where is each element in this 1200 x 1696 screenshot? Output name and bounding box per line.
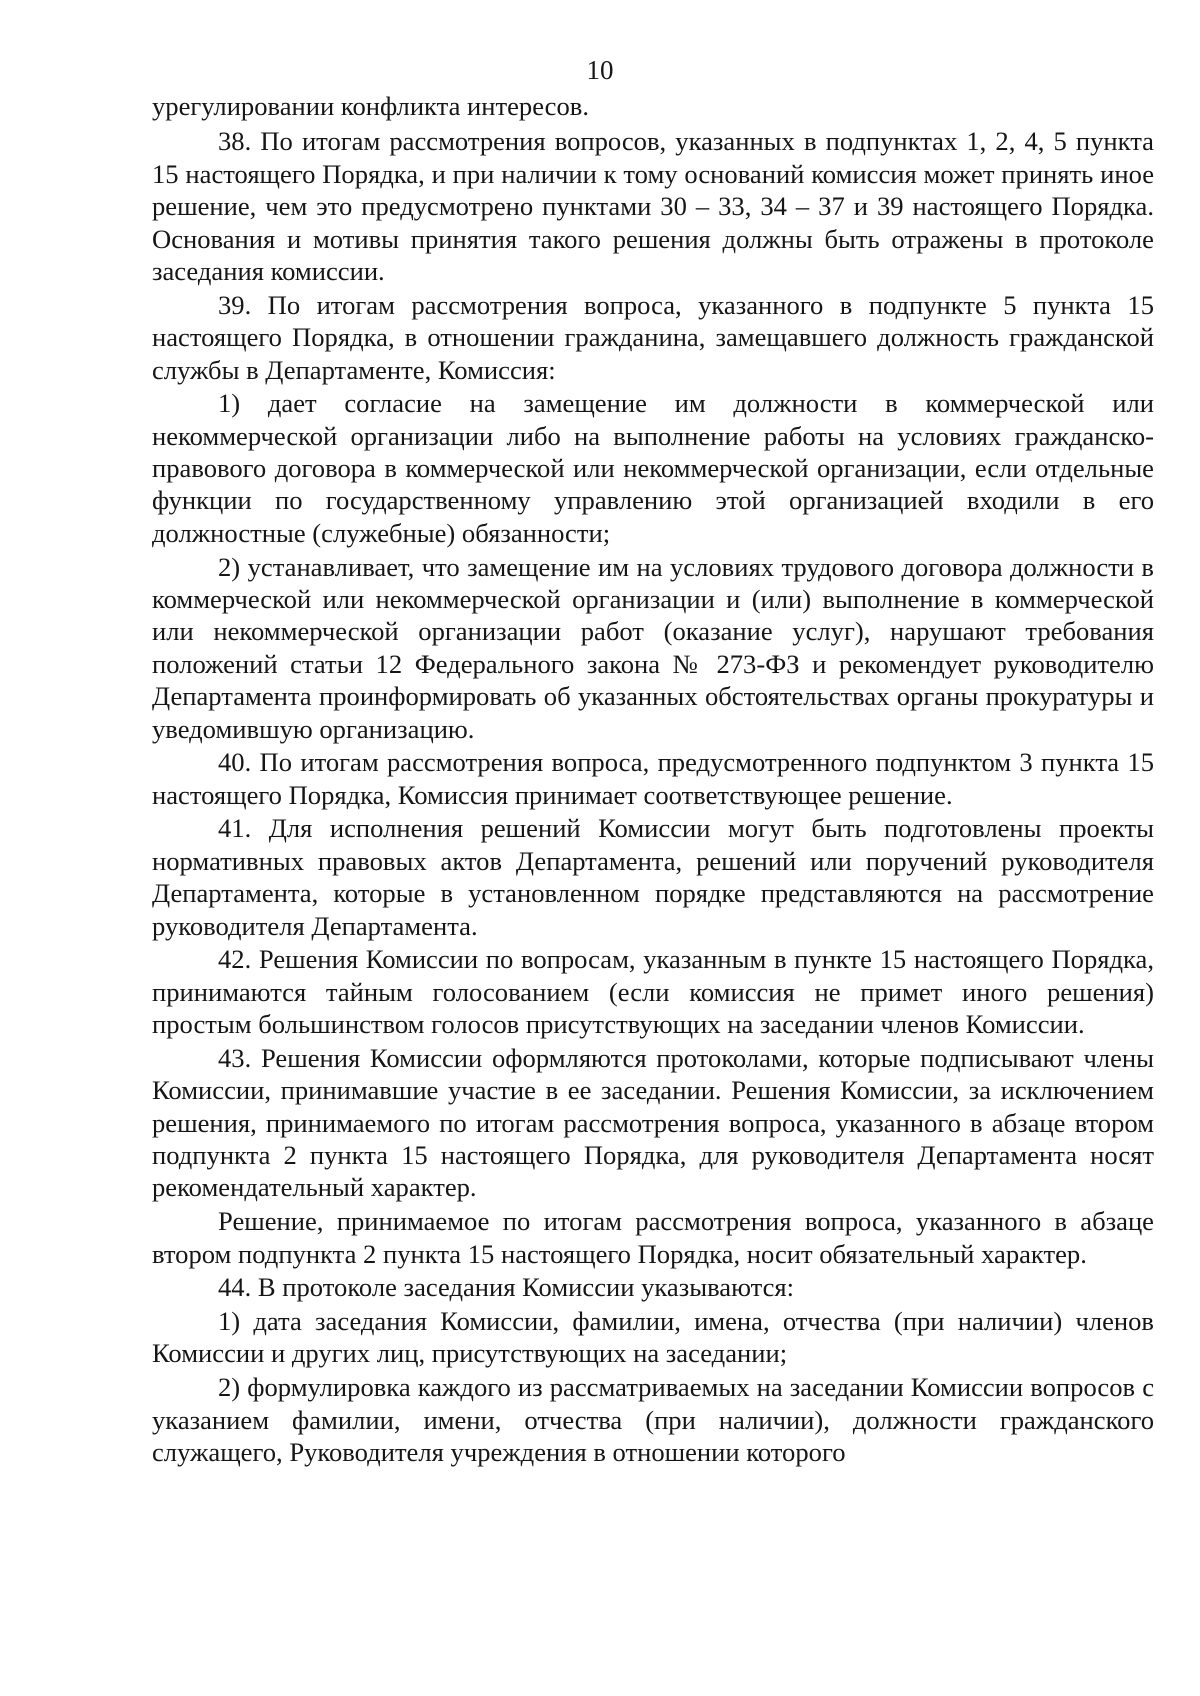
document-body: [152, 90, 1154, 1470]
paragraph-40: 40. По итогам рассмотрения вопроса, предусмотренного подпунктом 3 пункта 15 настоящего Порядка, Комиссия принимает соответствующее решение.: [152, 747, 1154, 810]
paragraph-continuation: урегулировании конфликта интересов.: [152, 91, 589, 121]
paragraph-42: 42. Решения Комиссии по вопросам, указанным в пункте 15 настоящего Порядка, принимаются тайным голосованием (если комиссия не примет иного решения) простым большинством голосов присутствующих на заседании членов Комиссии.: [152, 944, 1154, 1040]
paragraph-43: 43. Решения Комиссии оформляются протоколами, которые подписывают члены Комиссии, принимавшие участие в ее заседании. Решения Комиссии, за исключением решения, принимаемого по итогам рассмотрения вопроса, указанного в абзаце втором подпункта 2 пункта 15 настоящего Порядка, для руководителя Департамента носят рекомендательный характер.: [152, 1042, 1154, 1203]
paragraph-44: 44. В протоколе заседания Комиссии указываются:: [218, 1272, 794, 1303]
paragraph-39-item-2: 2) устанавливает, что замещение им на условиях трудового договора должности в коммерческой или некоммерческой организации и (или) выполнение в коммерческой или некоммерческой организации работ (оказание услуг), нарушают требования положений статьи 12 Федерального закона № 273-ФЗ и рекомендует руководителю Департамента проинформировать об указанных обстоятельствах органы прокуратуры и уведомившую организацию.: [152, 551, 1154, 744]
page-number: 10: [586, 55, 614, 85]
paragraph-44-item-1: 1) дата заседания Комиссии, фамилии, имена, отчества (при наличии) членов Комиссии и других лиц, присутствующих на заседании;: [152, 1306, 1154, 1369]
paragraph-43-second: Решение, принимаемое по итогам рассмотрения вопроса, указанного в абзаце втором подпункта 2 пункта 15 настоящего Порядка, носит обязательный характер.: [152, 1206, 1154, 1269]
paragraph-39-item-1: 1) дает согласие на замещение им должности в коммерческой или некоммерческой организации либо на выполнение работы на условиях гражданско-правового договора в коммерческой или некоммерческой организации, если отдельные функции по государственному управлению этой организацией входили в его должностные (служебные) обязанности;: [152, 388, 1154, 548]
paragraph-38: 38. По итогам рассмотрения вопросов, указанных в подпунктах 1, 2, 4, 5 пункта 15 настоящего Порядка, и при наличии к тому оснований комиссия может принять иное решение, чем это предусмотрено пунктами 30 – 33, 34 – 37 и 39 настоящего Порядка. Основания и мотивы принятия такого решения должны быть отражены в протоколе заседания комиссии.: [152, 126, 1154, 287]
paragraph-41: 41. Для исполнения решений Комиссии могут быть подготовлены проекты нормативных правовых актов Департамента, решений или поручений руководителя Департамента, которые в установленном порядке представляются на рассмотрение руководителя Департамента.: [152, 813, 1154, 941]
paragraph-44-item-2: 2) формулировка каждого из рассматриваемых на заседании Комиссии вопросов с указанием фамилии, имени, отчества (при наличии), должности гражданского служащего, Руководителя учреждения в отношении которого: [152, 1372, 1154, 1467]
paragraph-39: 39. По итогам рассмотрения вопроса, указанного в подпункте 5 пункта 15 настоящего Порядка, в отношении гражданина, замещавшего должность гражданской службы в Департаменте, Комиссия:: [152, 289, 1154, 385]
